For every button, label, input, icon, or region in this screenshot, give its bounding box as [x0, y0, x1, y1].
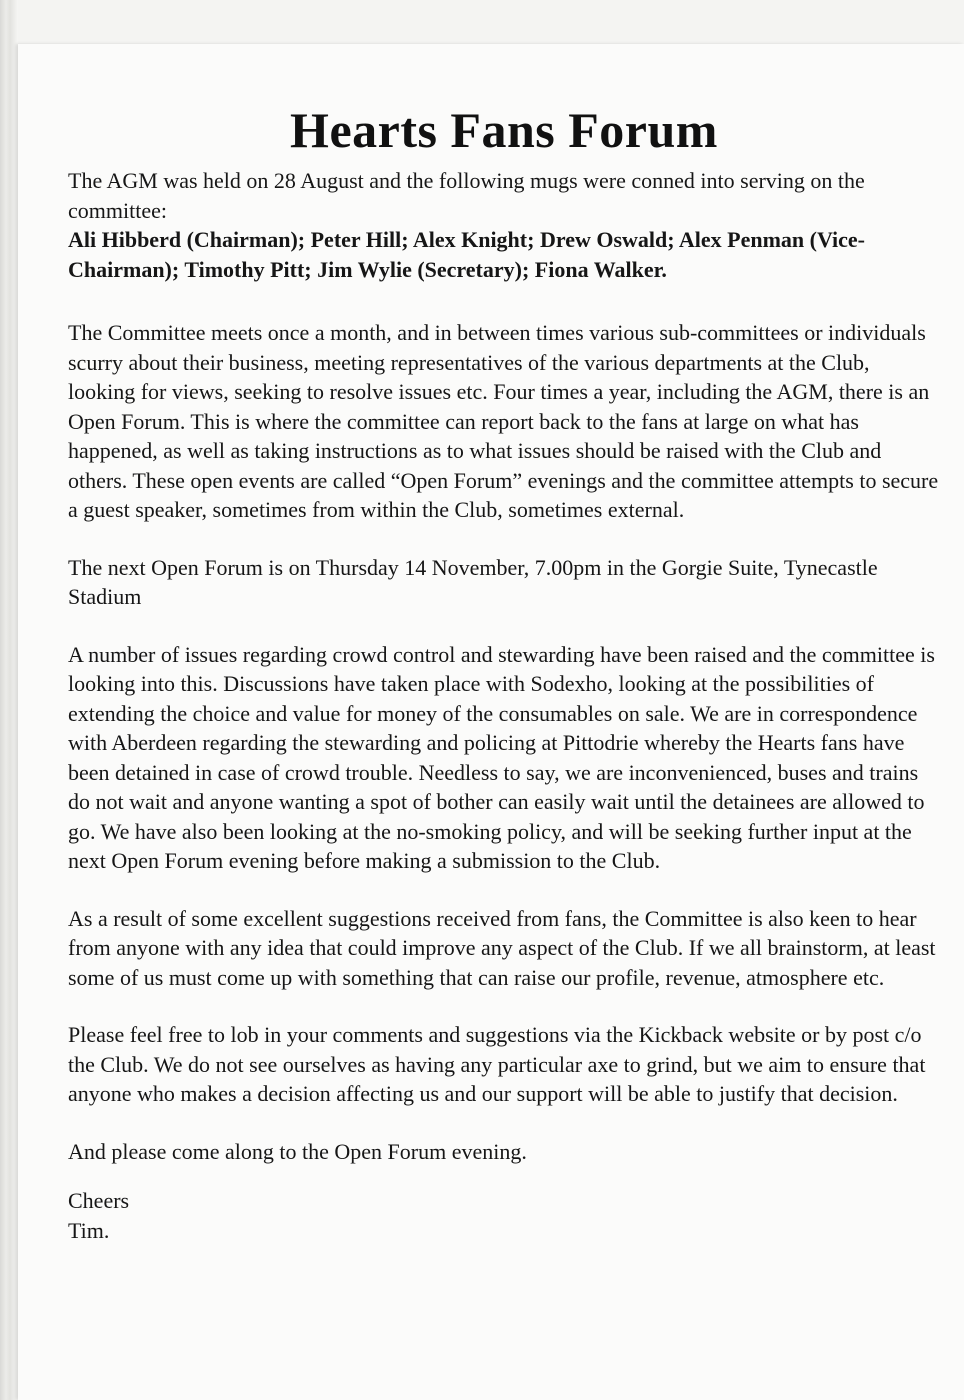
article: [68, 100, 940, 1245]
paragraph-feedback: Please feel free to lob in your comments and suggestions via the Kickback website or by post c/o the Club. We do not see ourselves as having any particular axe to grind, but we aim to ensure that anyone who makes a decision affecting us and our support will be able to justify that decision.: [68, 1022, 926, 1106]
signoff: Cheers: [68, 1188, 130, 1213]
page-edge: [0, 0, 18, 1400]
scan-top-margin: [0, 0, 964, 44]
intro-paragraph: The AGM was held on 28 August and the following mugs were conned into serving on the committee:: [68, 168, 865, 223]
paragraph-invitation: And please come along to the Open Forum evening.: [68, 1138, 527, 1164]
paragraph-committee-meetings: The Committee meets once a month, and in between times various sub-committees or individuals scurry about their business, meeting representatives of the various departments at the Club, looking for views, seeking to resolve issues etc. Four times a year, including the AGM, there is an Open Forum. This is where the committee can report back to the fans at large on what has happened, as well as taking instructions as to what issues should be raised with the Club and others. These open events are called “Open Forum” evenings and the committee attempts to secure a guest speaker, sometimes from within the Club, sometimes external.: [68, 320, 939, 522]
committee-list: Ali Hibberd (Chairman); Peter Hill; Alex Knight; Drew Oswald; Alex Penman (Vice-Chairman); Timothy Pitt; Jim Wylie (Secretary); Fiona Walker.: [68, 227, 866, 282]
paragraph-issues: A number of issues regarding crowd control and stewarding have been raised and the committee is looking into this. Discussions have taken place with Sodexho, looking at the possibilities of extending the choice and value for money of the consumables on sale. We are in correspondence with Aberdeen regarding the stewarding and policing at Pittodrie whereby the Hearts fans have been detained in case of crowd trouble. Needless to say, we are inconvenienced, buses and trains do not wait and anyone wanting a spot of bother can easily wait until the detainees are allowed to go. We have also been looking at the no-smoking policy, and will be seeking further input at the next Open Forum evening before making a submission to the Club.: [68, 641, 935, 873]
signature: Tim.: [68, 1217, 110, 1243]
page-title: Hearts Fans Forum: [290, 102, 718, 158]
paragraph-next-open-forum: The next Open Forum is on Thursday 14 November, 7.00pm in the Gorgie Suite, Tynecastle Stadium: [68, 554, 878, 609]
paragraph-suggestions: As a result of some excellent suggestions received from fans, the Committee is also keen to hear from anyone with any idea that could improve any aspect of the Club. If we all brainstorm, at least some of us must come up with something that can raise our profile, revenue, atmosphere etc.: [68, 905, 936, 990]
